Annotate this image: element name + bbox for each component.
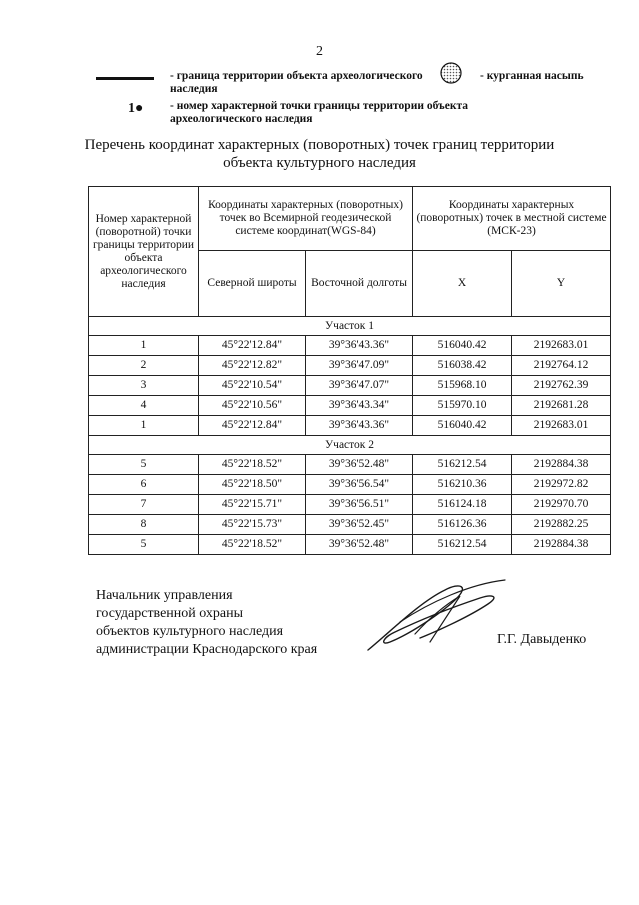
table-row <box>89 396 611 416</box>
header-y: Y <box>512 251 611 317</box>
x-cell: 515968.10 <box>413 376 512 396</box>
header-msk23: Координаты характерных (поворотных) точек в местной системе (МСК-23) <box>413 187 611 251</box>
x-cell: 516124.18 <box>413 495 512 515</box>
header-wgs84: Координаты характерных (поворотных) точек во Всемирной геодезической системе координат(WGS-84) <box>199 187 413 251</box>
document-title: Перечень координат характерных (поворотных) точек границ территории объекта культурного наследия <box>84 137 555 171</box>
longitude-cell: 39°36'43.34" <box>306 396 413 416</box>
y-cell: 2192762.39 <box>512 376 611 396</box>
y-cell: 2192882.25 <box>512 515 611 535</box>
longitude-cell: 39°36'56.54" <box>306 475 413 495</box>
point-number-cell: 8 <box>89 515 199 535</box>
x-cell: 516040.42 <box>413 416 512 436</box>
longitude-cell: 39°36'52.48" <box>306 535 413 555</box>
latitude-cell: 45°22'10.54" <box>199 376 306 396</box>
latitude-cell: 45°22'15.71" <box>199 495 306 515</box>
latitude-cell: 45°22'18.50" <box>199 475 306 495</box>
table-row <box>89 515 611 535</box>
y-cell: 2192683.01 <box>512 336 611 356</box>
point-number-cell: 2 <box>89 356 199 376</box>
header-east-longitude: Восточной долготы <box>306 251 413 317</box>
table-body <box>89 317 611 555</box>
coordinates-table <box>88 186 611 555</box>
point-number-cell: 1 <box>89 336 199 356</box>
y-cell: 2192681.28 <box>512 396 611 416</box>
legend-boundary-text: - граница территории объекта археологического наследия <box>170 70 423 95</box>
table-row <box>89 455 611 475</box>
longitude-cell: 39°36'43.36" <box>306 336 413 356</box>
y-cell: 2192764.12 <box>512 356 611 376</box>
position-line-1: Начальник управления <box>96 588 233 603</box>
legend-point-text: - номер характерной точки границы территории объекта археологического наследия <box>170 100 469 125</box>
y-cell: 2192884.38 <box>512 455 611 475</box>
x-cell: 516126.36 <box>413 515 512 535</box>
position-line-4: администрации Краснодарского края <box>96 642 318 657</box>
section-row <box>89 317 611 336</box>
x-cell: 516212.54 <box>413 535 512 555</box>
longitude-cell: 39°36'47.07" <box>306 376 413 396</box>
legend-mound-text: - курганная насыпь <box>480 70 584 82</box>
table-row <box>89 495 611 515</box>
point-number-cell: 4 <box>89 396 199 416</box>
latitude-cell: 45°22'10.56" <box>199 396 306 416</box>
longitude-cell: 39°36'43.36" <box>306 416 413 436</box>
section-title: Участок 2 <box>89 436 611 455</box>
header-x: X <box>413 251 512 317</box>
y-cell: 2192972.82 <box>512 475 611 495</box>
mound-icon <box>440 62 462 84</box>
x-cell: 516038.42 <box>413 356 512 376</box>
signer-name: Г.Г. Давыденко <box>497 632 587 647</box>
y-cell: 2192970.70 <box>512 495 611 515</box>
x-cell: 515970.10 <box>413 396 512 416</box>
longitude-cell: 39°36'52.48" <box>306 455 413 475</box>
latitude-cell: 45°22'18.52" <box>199 535 306 555</box>
y-cell: 2192884.38 <box>512 535 611 555</box>
longitude-cell: 39°36'56.51" <box>306 495 413 515</box>
position-line-3: объектов культурного наследия <box>96 624 284 639</box>
longitude-cell: 39°36'47.09" <box>306 356 413 376</box>
point-number-cell: 5 <box>89 455 199 475</box>
x-cell: 516212.54 <box>413 455 512 475</box>
point-number-cell: 7 <box>89 495 199 515</box>
table-row <box>89 356 611 376</box>
x-cell: 516210.36 <box>413 475 512 495</box>
handwritten-signature <box>360 572 510 662</box>
header-north-latitude: Северной широты <box>199 251 306 317</box>
point-number-symbol: 1● <box>128 101 144 116</box>
point-number-cell: 3 <box>89 376 199 396</box>
table-row <box>89 416 611 436</box>
table-row <box>89 475 611 495</box>
section-title: Участок 1 <box>89 317 611 336</box>
header-point-number: Номер характерной (поворотной) точки границы территории объекта археологического наследия <box>89 187 199 317</box>
boundary-line-symbol <box>96 77 154 80</box>
section-row <box>89 436 611 455</box>
longitude-cell: 39°36'52.45" <box>306 515 413 535</box>
latitude-cell: 45°22'18.52" <box>199 455 306 475</box>
latitude-cell: 45°22'12.82" <box>199 356 306 376</box>
table-row <box>89 376 611 396</box>
latitude-cell: 45°22'15.73" <box>199 515 306 535</box>
page-number: 2 <box>316 44 323 59</box>
latitude-cell: 45°22'12.84" <box>199 416 306 436</box>
point-number-cell: 6 <box>89 475 199 495</box>
point-number-cell: 5 <box>89 535 199 555</box>
y-cell: 2192683.01 <box>512 416 611 436</box>
signature-block <box>96 587 317 659</box>
table-row <box>89 336 611 356</box>
position-line-2: государственной охраны <box>96 606 244 621</box>
point-number-cell: 1 <box>89 416 199 436</box>
x-cell: 516040.42 <box>413 336 512 356</box>
table-row <box>89 535 611 555</box>
latitude-cell: 45°22'12.84" <box>199 336 306 356</box>
